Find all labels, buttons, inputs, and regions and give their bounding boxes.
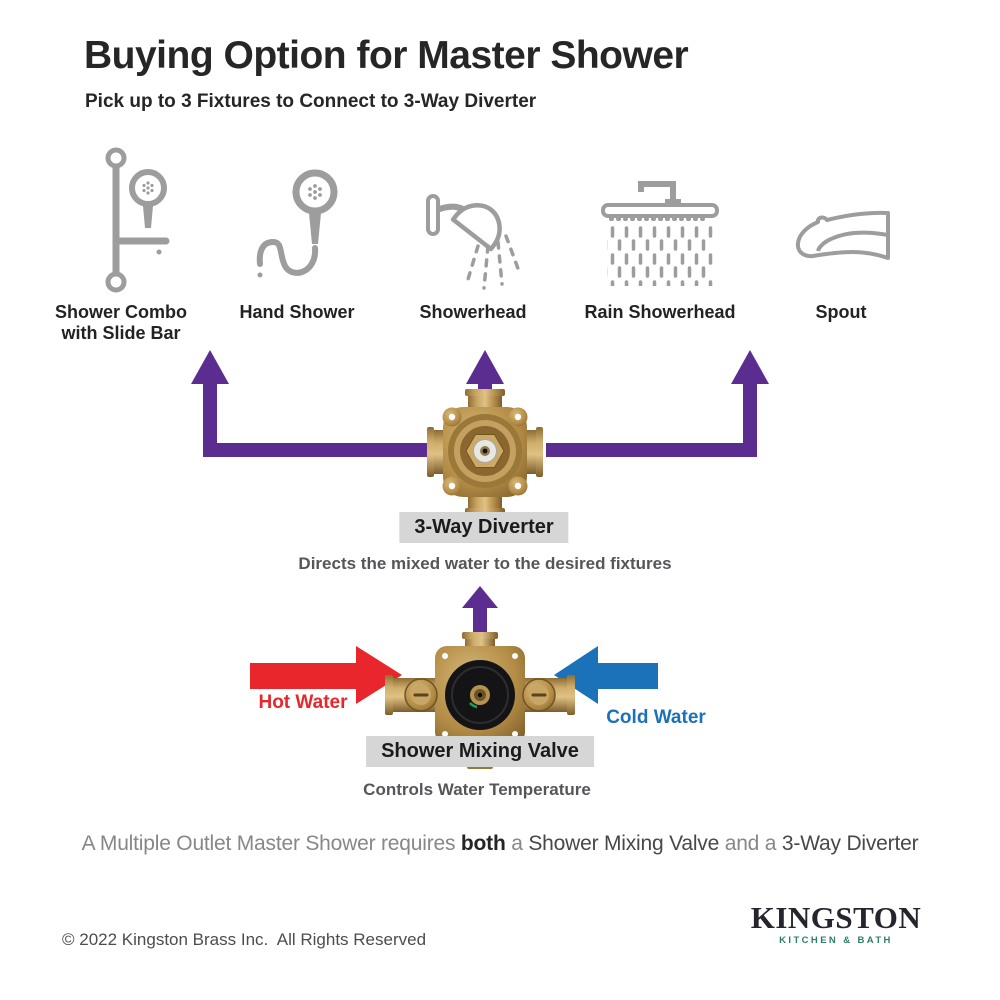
diverter-description: Directs the mixed water to the desired fixtures	[298, 554, 672, 573]
hot-water-label: Hot Water	[258, 692, 348, 713]
page-subtitle: Pick up to 3 Fixtures to Connect to 3-Way Diverter	[85, 91, 537, 112]
mixing-valve-label: Shower Mixing Valve	[366, 736, 594, 767]
cold-water-label: Cold Water	[606, 707, 706, 728]
summary-sentence	[0, 832, 1000, 856]
three-way-diverter-valve-image	[427, 389, 543, 515]
hand-shower-icon	[247, 160, 347, 298]
fixture-label-rain-showerhead: Rain Showerhead	[584, 302, 736, 322]
summary-text: and a	[719, 832, 782, 855]
summary-bold-both: both	[460, 832, 506, 855]
summary-product-mixing-valve: Shower Mixing Valve	[528, 832, 720, 855]
brand-tagline: KITCHEN & BATH	[779, 935, 893, 946]
mixed-water-arrow	[458, 586, 502, 634]
fixture-label-spout: Spout	[815, 302, 867, 322]
summary-text: a	[505, 832, 529, 855]
spout-icon	[791, 208, 891, 266]
kingston-brand-logo	[750, 901, 922, 946]
fixture-label-showerhead: Showerhead	[419, 302, 527, 322]
summary-product-diverter: 3-Way Diverter	[781, 832, 919, 855]
copyright-text: © 2022 Kingston Brass Inc. All Rights Reserved	[62, 930, 427, 949]
summary-text: A Multiple Outlet Master Shower requires	[81, 832, 461, 855]
fixture-label-line: with Slide Bar	[61, 323, 181, 343]
shower-combo-slidebar-icon	[66, 146, 176, 294]
page-title: Buying Option for Master Shower	[84, 34, 689, 77]
fixture-label-hand-shower: Hand Shower	[239, 302, 355, 322]
rain-showerhead-icon	[595, 172, 725, 290]
diverter-label: 3-Way Diverter	[399, 512, 568, 543]
brand-name: KINGSTON	[750, 900, 922, 935]
mixing-valve-description: Controls Water Temperature	[363, 780, 591, 799]
showerhead-icon	[420, 180, 525, 292]
fixture-label-line: Shower Combo	[54, 302, 187, 322]
